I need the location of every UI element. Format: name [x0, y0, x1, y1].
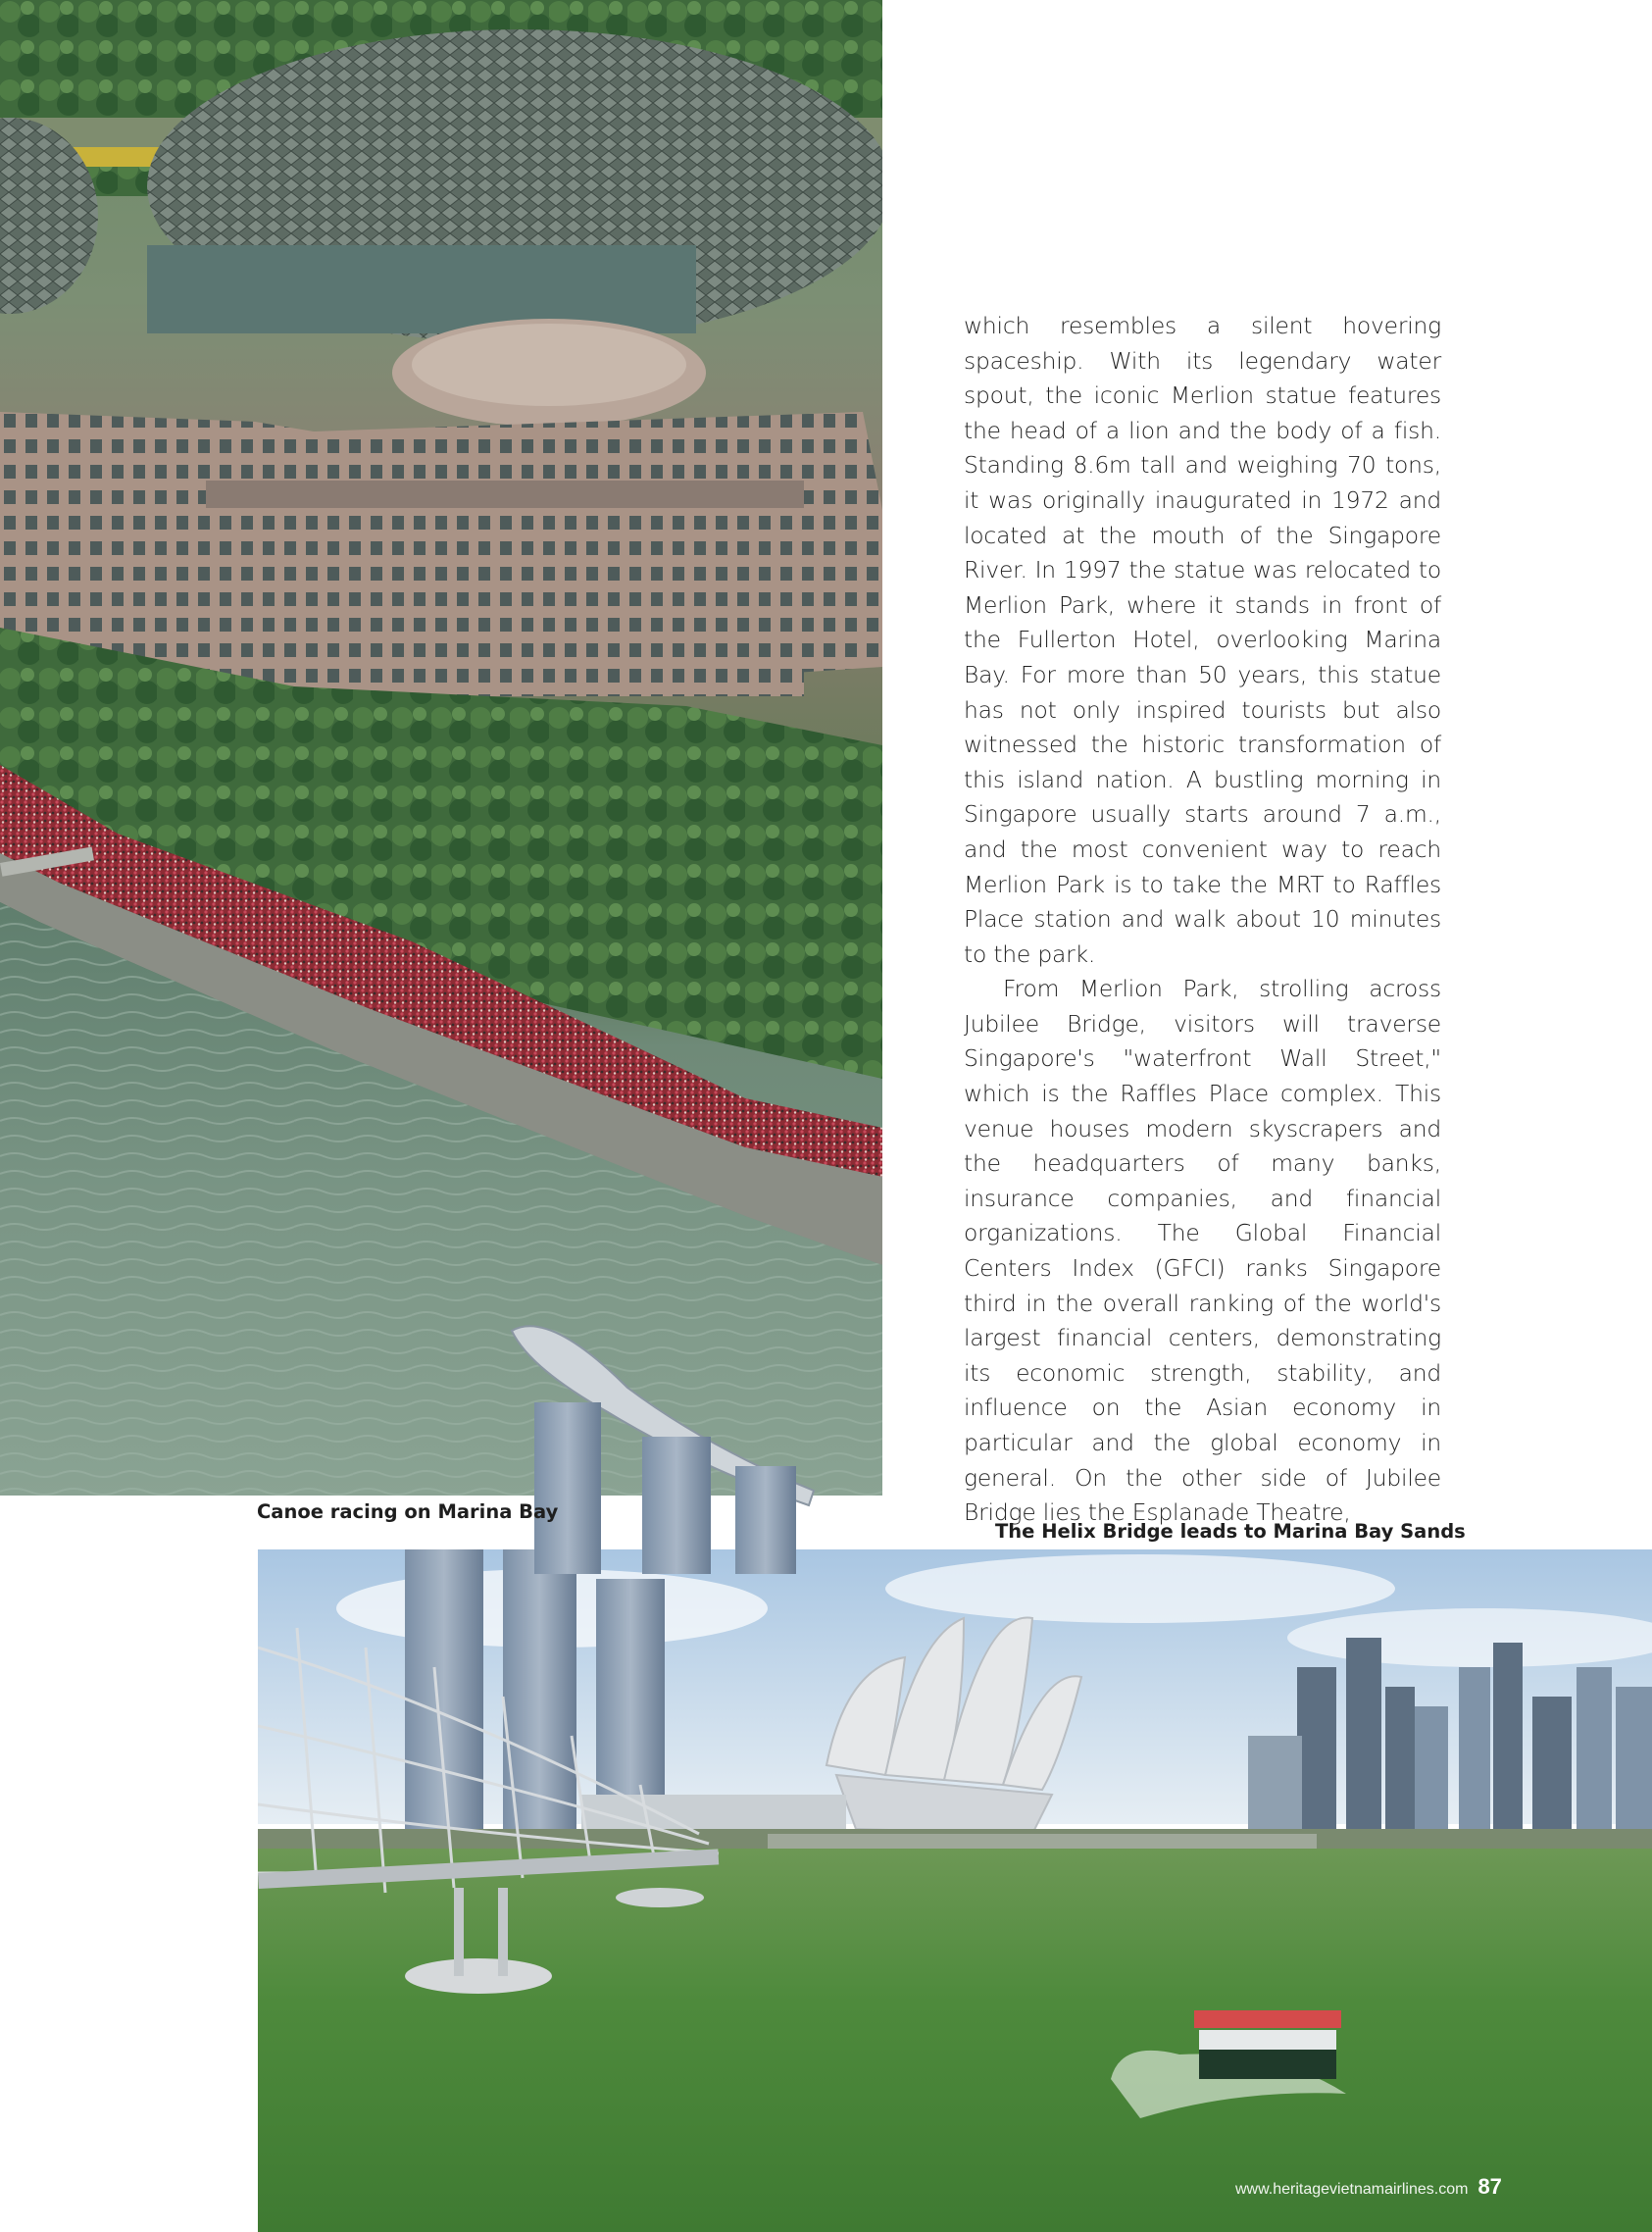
caption-top-photo: Canoe racing on Marina Bay [257, 1500, 559, 1523]
article-body [964, 309, 1441, 1531]
esplanade-aerial-illustration [0, 0, 882, 1496]
footer-website-url: www.heritagevietnamairlines.com [1235, 2181, 1469, 2198]
marina-bay-sands-skypark [490, 1319, 882, 1574]
page-footer [1235, 2174, 1502, 2200]
article-paragraph: From Merlion Park, strolling across Jubilee Bridge, visitors will traverse Singapore's "waterfront Wall Street," which is the Raffles Place complex. This venue houses modern skyscrapers and the headquarters of many banks, insurance companies, and financial organizations. The Global Financial Centers Index (GFCI) ranks Singapore third in the overall ranking of the world's largest financial centers, demonstrating its economic strength, stability, and influence on the Asian economy in particular and the global economy in general. On the other side of Jubilee Bridge lies the Esplanade Theatre, [964, 975, 1441, 1527]
page-number: 87 [1477, 2174, 1502, 2199]
caption-bottom-photo: The Helix Bridge leads to Marina Bay Sands [995, 1520, 1466, 1543]
photo-esplanade-aerial [0, 0, 882, 1496]
article-paragraph: which resembles a silent hovering spaceship. With its legendary water spout, the iconic Merlion statue features the head of a lion and the body of a fish. Standing 8.6m tall and weighing 70 tons, it was originally inaugurated in 1972 and located at the mouth of the Singapore River. In 1997 the statue was relocated to Merlion Park, where it stands in front of the Fullerton Hotel, overlooking Marina Bay. For more than 50 years, this statue has not only inspired tourists but also witnessed the historic transformation of this island nation. A bustling morning in Singapore usually starts around 7 a.m., and the most convenient way to reach Merlion Park is to take the MRT to Raffles Place station and walk about 10 minutes to the park. [964, 312, 1441, 968]
helix-bridge-illustration [258, 1549, 1652, 2232]
photo-helix-bridge [258, 1549, 1652, 2232]
marina-bay-sands-top-illustration [490, 1319, 882, 1574]
